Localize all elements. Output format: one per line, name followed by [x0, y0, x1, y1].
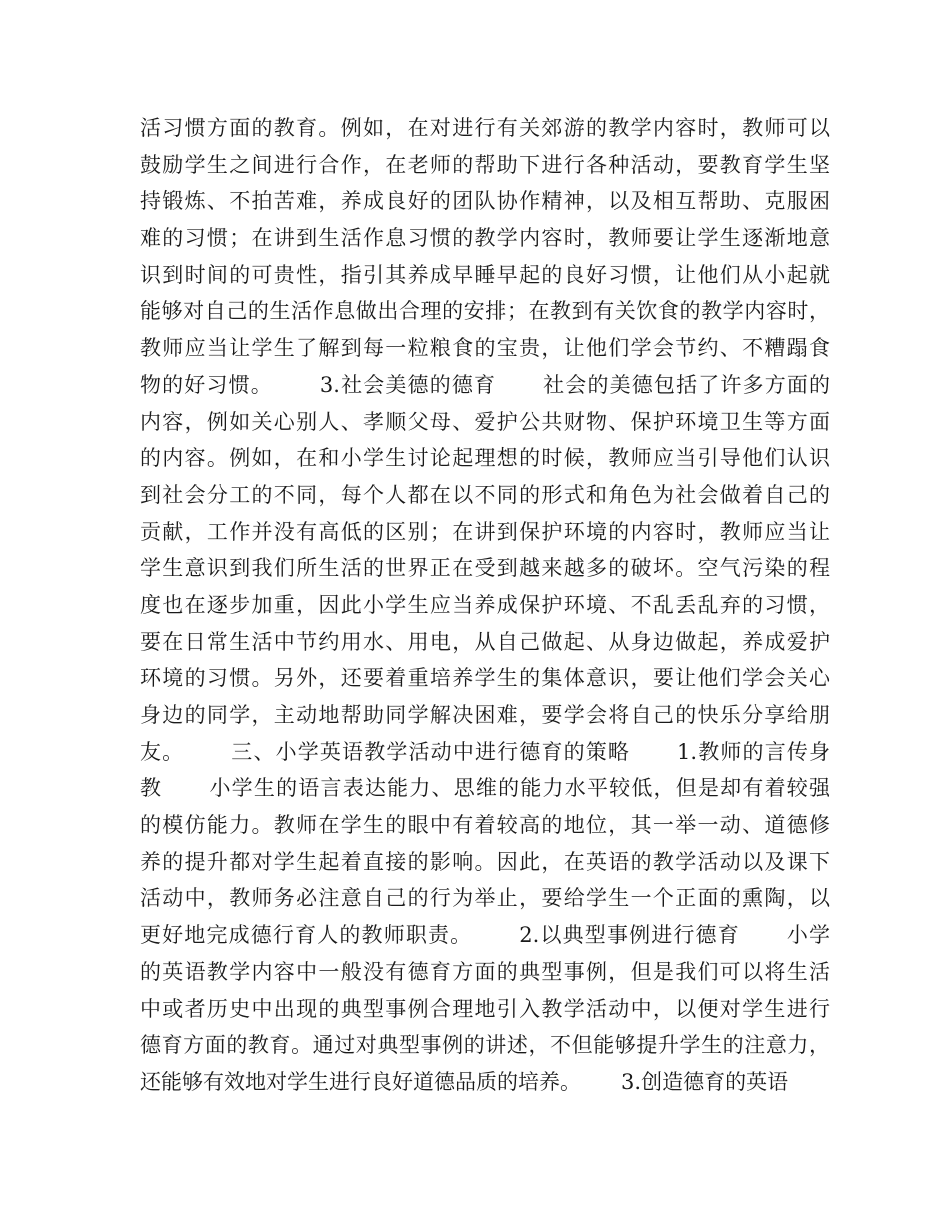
- text-line: 环境的习惯。另外，还要着重培养学生的集体意识，要让他们学会关心: [140, 666, 830, 691]
- text-line: 教师应当让学生了解到每一粒粮食的宝贵，让他们学会节约、不糟蹋食: [140, 336, 830, 361]
- text-line: 内容，例如关心别人、孝顺父母、爱护公共财物、保护环境卫生等方面: [140, 409, 830, 434]
- text-line: 学生意识到我们所生活的世界正在受到越来越多的破坏。空气污染的程: [140, 556, 830, 581]
- text-line: 度也在逐步加重，因此小学生应当养成保护环境、不乱丢乱弃的习惯，: [140, 592, 830, 617]
- text-line: 活动中，教师务必注意自己的行为举止，要给学生一个正面的熏陶，以: [140, 886, 830, 911]
- text-line: 贡献，工作并没有高低的区别；在讲到保护环境的内容时，教师应当让: [140, 519, 830, 544]
- text-line: 中或者历史中出现的典型事例合理地引入教学活动中，以便对学生进行: [140, 996, 830, 1021]
- text-line: 还能够有效地对学生进行良好道德品质的培养。 3.创造德育的英语: [140, 1069, 789, 1094]
- text-line: 友。 三、小学英语教学活动中进行德育的策略 1.教师的言传身: [140, 739, 830, 764]
- text-line: 教 小学生的语言表达能力、思维的能力水平较低，但是却有着较强: [140, 776, 830, 801]
- text-line: 养的提升都对学生起着直接的影响。因此，在英语的教学活动以及课下: [140, 849, 830, 874]
- text-line: 更好地完成德行育人的教师职责。 2.以典型事例进行德育 小学: [140, 923, 830, 948]
- text-line: 身边的同学，主动地帮助同学解决困难，要学会将自己的快乐分享给朋: [140, 703, 830, 727]
- text-line: 物的好习惯。 3.社会美德的德育 社会的美德包括了许多方面的: [140, 372, 830, 397]
- text-line: 难的习惯；在讲到生活作息习惯的教学内容时，教师要让学生逐渐地意: [140, 226, 830, 251]
- text-line: 持锻炼、不拍苦难，养成良好的团队协作精神，以及相互帮助、克服困: [140, 189, 830, 214]
- text-line: 的英语教学内容中一般没有德育方面的典型事例，但是我们可以将生活: [140, 959, 830, 984]
- text-line: 要在日常生活中节约用水、用电，从自己做起、从身边做起，养成爱护: [140, 629, 830, 654]
- text-line: 德育方面的教育。通过对典型事例的讲述，不但能够提升学生的注意力，: [140, 1033, 830, 1058]
- body-text: [140, 110, 830, 1101]
- text-line: 活习惯方面的教育。例如，在对进行有关郊游的教学内容时，教师可以: [140, 116, 830, 140]
- text-line: 到社会分工的不同，每个人都在以不同的形式和角色为社会做着自己的: [140, 482, 830, 507]
- text-line: 的模仿能力。教师在学生的眼中有着较高的地位，其一举一动、道德修: [140, 813, 830, 838]
- text-line: 能够对自己的生活作息做出合理的安排；在教到有关饮食的教学内容时，: [140, 299, 830, 324]
- text-line: 的内容。例如，在和小学生讨论起理想的时候，教师应当引导他们认识: [140, 446, 830, 471]
- text-line: 识到时间的可贵性，指引其养成早睡早起的良好习惯，让他们从小起就: [140, 262, 830, 287]
- text-line: 鼓励学生之间进行合作，在老师的帮助下进行各种活动，要教育学生坚: [140, 152, 830, 177]
